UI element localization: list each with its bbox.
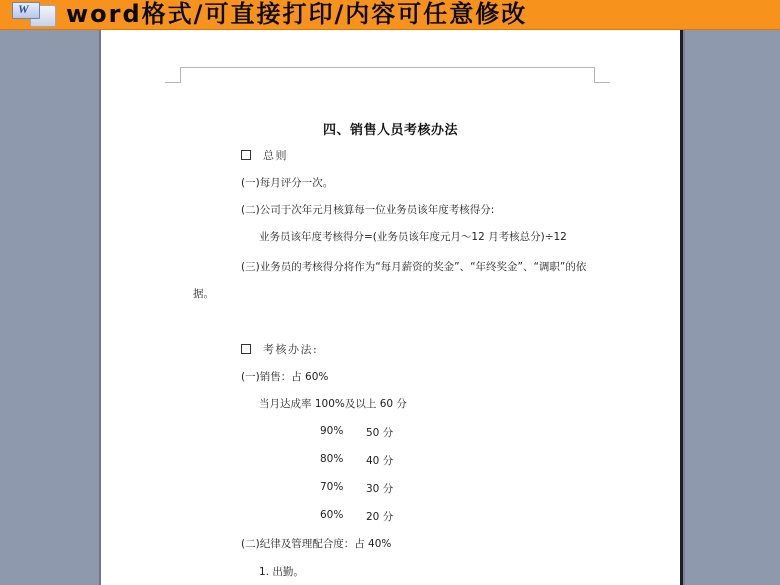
score-rate: 60% [320, 509, 344, 521]
section-heading-label: 考核办法: [263, 343, 319, 356]
paragraph: 当月达成率 100%及以上 60 分 [259, 398, 407, 410]
header-line [180, 67, 595, 68]
paragraph: (三)业务员的考核得分将作为“每月薪资的奖金”、“年终奖金”、“调职”的依 [241, 261, 587, 273]
document-title: 四、销售人员考核办法 [322, 123, 458, 138]
score-points: 50 分 [366, 427, 394, 439]
score-rate: 70% [320, 481, 344, 493]
score-rate: 80% [320, 453, 344, 465]
score-points: 40 分 [366, 455, 394, 467]
score-rate: 90% [320, 425, 344, 437]
top-banner [0, 0, 780, 30]
document-page[interactable] [101, 30, 680, 585]
section-heading-assessment [241, 341, 318, 357]
formula-paragraph: 业务员该年度考核得分=(业务员该年度元月～12 月考核总分)÷12 [259, 231, 567, 243]
banner-title: word格式/可直接打印/内容可任意修改 [66, 0, 528, 28]
score-points: 20 分 [366, 511, 394, 523]
score-points: 30 分 [366, 483, 394, 495]
crop-mark-right-vertical [594, 67, 595, 82]
section-heading-label: 总则 [263, 149, 288, 162]
checkbox-bullet-icon [241, 150, 251, 160]
list-item: 1. 出勤。 [259, 566, 304, 578]
word-document-icon [8, 1, 60, 28]
paragraph: (一)每月评分一次。 [241, 177, 334, 189]
page-right-shadow [683, 30, 685, 585]
paragraph: (二)公司于次年元月核算每一位业务员该年度考核得分: [241, 204, 495, 216]
word-icon-letter: W [18, 2, 29, 16]
paragraph: (二)纪律及管理配合度：占 40% [241, 538, 392, 550]
paragraph: (一)销售：占 60% [241, 371, 329, 383]
checkbox-bullet-icon [241, 344, 251, 354]
crop-mark-right-horizontal [594, 82, 610, 83]
crop-mark-left-vertical [180, 67, 181, 82]
section-heading-general [241, 147, 288, 163]
paragraph-continuation: 据。 [193, 288, 214, 300]
word-icon-front-page [12, 2, 40, 19]
crop-mark-left-horizontal [165, 82, 181, 83]
